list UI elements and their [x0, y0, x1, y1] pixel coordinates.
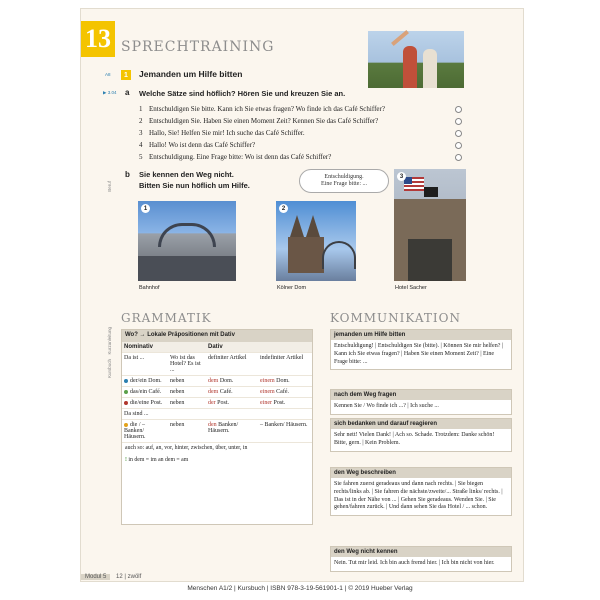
- feminine-dot: [124, 401, 128, 405]
- side-tab-kursbuch: Kursbuch: [107, 359, 112, 379]
- row-q-3: definiter Artikel: [208, 355, 247, 361]
- neuter-dot: [124, 390, 128, 394]
- grammar-header-row: [122, 342, 312, 353]
- subtask-b-letter: b: [125, 170, 130, 179]
- track-label: A8: [105, 72, 111, 77]
- section-title: SPRECHTRAINING: [121, 39, 275, 55]
- textbook-page: [80, 8, 524, 582]
- exclamation-icon: !: [125, 456, 127, 463]
- row-q-4: indefiniter Artikel: [260, 355, 304, 361]
- audio-track-icon: ▶ 3.04: [103, 90, 117, 95]
- komm-body: Sie fahren zuerst geradeaus und dann nach rechts. | Sie biegen rechts/links ab. | Sie fahren die nächste/zweite/... Straße links/ rechts. | Das ist in der Nähe von ... | Gehen Sie geradeaus. Wenden Sie. | Sie gehen/fahren zurück. | Und dann sehen Sie das Hotel / ... schon.: [334, 481, 503, 511]
- sentence-3: 3 Hallo, Sie! Helfen Sie mir! Ich suche das Café Schiffer.: [139, 129, 305, 137]
- komm-body: Kennen Sie / Wo finde ich ...? | Ich suche ...: [334, 403, 439, 409]
- page-footer: Modul 5 12 | zwölf: [81, 574, 141, 580]
- col-nominativ: Nominativ: [124, 344, 154, 350]
- sentence-4: 4 Hallo! Wo ist denn das Café Schiffer?: [139, 141, 256, 149]
- photo-number-1: 1: [141, 204, 150, 213]
- grammar-row-neut: das/ein Café. neben dem Café. einem Café.: [122, 387, 312, 398]
- checkbox-2[interactable]: [455, 118, 462, 125]
- exercise-number: 1: [121, 70, 131, 80]
- komm-box-hilfe: [330, 329, 512, 370]
- module-tab: Modul 5: [81, 574, 110, 580]
- row-q-1: Da ist ...: [124, 355, 145, 361]
- side-tab-kurzanleitung: Kurzanleitung: [107, 327, 112, 355]
- checkbox-5[interactable]: [455, 154, 462, 161]
- caption-bahnhof: Bahnhof: [139, 285, 160, 291]
- page-number: 12: [116, 574, 123, 580]
- plural-indef: – Banken/ Häusern.: [260, 422, 308, 428]
- komm-body: Nein. Tut mir leid. Ich bin auch fremd hier. | Ich bin nicht von hier.: [334, 560, 495, 566]
- komm-body: Entschuldigung! | Entschuldigen Sie (bitte). | Können Sie mir helfen? | Kann ich Sie etwas fragen? | Haben Sie einen Moment Zeit? | Eine Frage bitte: ...: [334, 343, 504, 365]
- komm-head: den Weg beschreiben: [331, 468, 511, 478]
- komm-head: jemanden um Hilfe bitten: [331, 330, 511, 340]
- grammar-row-fem: die/eine Post. neben der Post. einer Post.: [122, 398, 312, 409]
- people-photo: [368, 31, 464, 88]
- photo-bahnhof: [138, 201, 236, 281]
- komm-box-weg-beschreiben: [330, 467, 512, 516]
- checkbox-1[interactable]: [455, 106, 462, 113]
- prep: neben: [170, 400, 185, 406]
- prep: neben: [170, 378, 185, 384]
- subtask-a-instruction: Welche Sätze sind höflich? Hören Sie und kreuzen Sie an.: [139, 89, 346, 98]
- sentence-2: 2 Entschuldigen Sie. Haben Sie einen Moment Zeit? Kennen Sie das Café Schiffer?: [139, 117, 379, 125]
- checkbox-3[interactable]: [455, 130, 462, 137]
- komm-box-weg-nicht-kennen: [330, 546, 512, 572]
- subtask-a-letter: a: [125, 88, 130, 97]
- photo-number-2: 2: [279, 204, 288, 213]
- grammar-note-2: ! in dem = im an dem = am: [125, 456, 189, 463]
- side-tab-beruf: Beruf: [107, 181, 112, 192]
- sentence-1: 1 Entschuldigen Sie bitte. Kann ich Sie etwas fragen? Wo finde ich das Café Schiffer?: [139, 105, 385, 113]
- subtask-b-line2: Bitten Sie nun höflich um Hilfe.: [139, 181, 250, 190]
- grammar-row-masc: der/ein Dom. neben dem Dom. einem Dom.: [122, 376, 312, 387]
- caption-koelner-dom: Kölner Dom: [277, 285, 307, 291]
- photo-number-3: 3: [397, 172, 406, 181]
- grammar-question-row: [122, 353, 312, 376]
- prep: neben: [170, 422, 185, 428]
- komm-box-weg-fragen: [330, 389, 512, 415]
- caption-hotel-sacher: Hotel Sacher: [395, 285, 427, 291]
- row-sind: Da sind ...: [124, 411, 149, 417]
- grammar-note-1: auch so: auf, an, vor, hinter, zwischen, über, unter, in: [125, 445, 248, 451]
- col-dativ: Dativ: [208, 344, 223, 350]
- masculine-dot: [124, 379, 128, 383]
- row-q-2: Wo ist das Hotel? Es ist ...: [170, 355, 201, 373]
- grammar-row-plural: die / – Banken/ Häusern. neben den Banken/ Häusern. – Banken/ Häusern.: [122, 420, 312, 443]
- photo-hotel-sacher: [394, 169, 466, 281]
- exercise-title: Jemanden um Hilfe bitten: [139, 69, 243, 79]
- lesson-number-badge: 13: [81, 21, 115, 57]
- plural-dot: [124, 423, 128, 427]
- speech-bubble: Entschuldigung. Eine Frage bitte: ...: [299, 169, 389, 193]
- copyright-line: Menschen A1/2 | Kursbuch | ISBN 978-3-19-561901-1 | © 2019 Hueber Verlag: [187, 585, 413, 592]
- grammar-row-sind: [122, 409, 312, 420]
- grammatik-title: GRAMMATIK: [121, 311, 212, 325]
- page-word: zwölf: [127, 574, 142, 580]
- kommunikation-title: KOMMUNIKATION: [330, 311, 461, 325]
- sentence-5: 5 Entschuldigung. Eine Frage bitte: Wo ist denn das Café Schiffer?: [139, 153, 332, 161]
- komm-box-bedanken: [330, 418, 512, 452]
- subtask-b-line1: Sie kennen den Weg nicht.: [139, 170, 234, 179]
- prep: neben: [170, 389, 185, 395]
- komm-head: den Weg nicht kennen: [331, 547, 511, 557]
- komm-body: Sehr nett! Vielen Dank! | Ach so. Schade. Trotzdem: Danke schön! Bitte, gern. | Kein Problem.: [334, 432, 495, 446]
- grammar-head: Wo? → Lokale Präpositionen mit Dativ: [122, 330, 312, 342]
- grammar-table: [121, 329, 313, 525]
- photo-koelner-dom: [276, 201, 356, 281]
- checkbox-4[interactable]: [455, 142, 462, 149]
- komm-head: nach dem Weg fragen: [331, 390, 511, 400]
- komm-head: sich bedanken und darauf reagieren: [331, 419, 511, 429]
